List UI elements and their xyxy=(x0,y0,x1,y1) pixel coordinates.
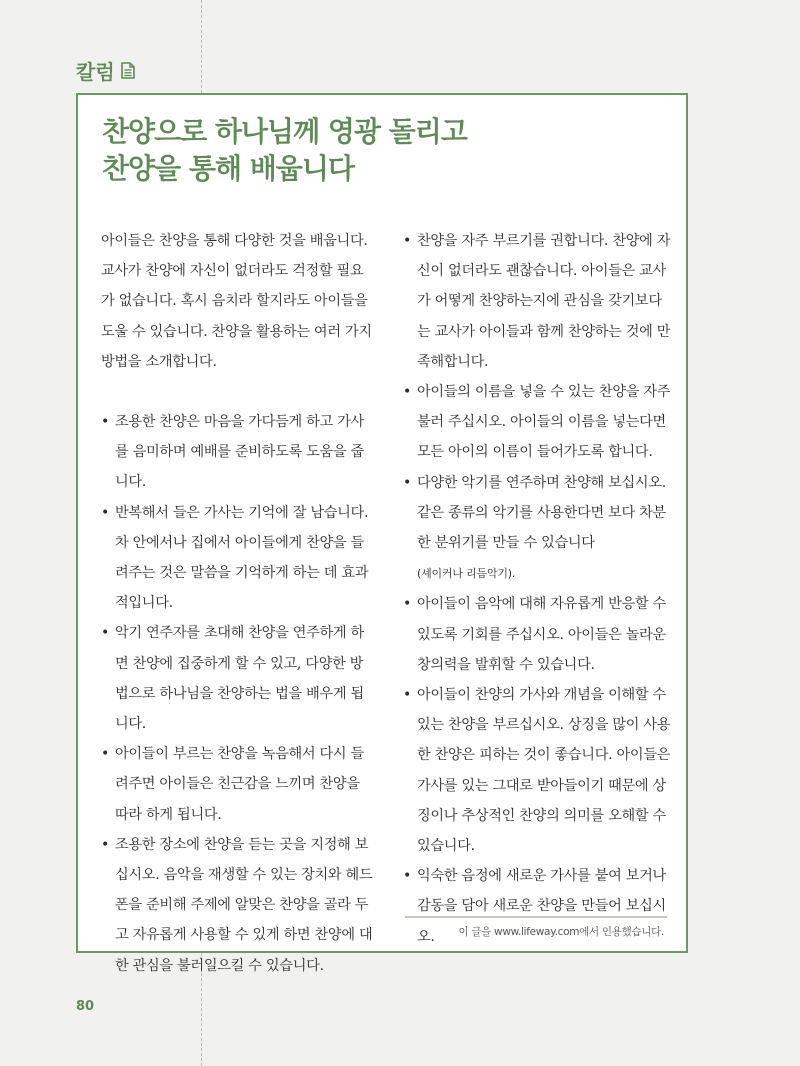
article-title xyxy=(102,113,467,187)
source-divider xyxy=(405,916,667,918)
list-item: • 아이들의 이름을 넣을 수 있는 찬양을 자주 불러 주십시오. 아이들의 이름을 넣는다면 모든 아이의 이름이 들어가도록 합니다. xyxy=(403,377,675,468)
tips-list-right xyxy=(403,226,675,952)
list-item: • 조용한 찬양은 마음을 가다듬게 하고 가사를 음미하며 예배를 준비하도록 도움을 줍니다. xyxy=(101,407,373,498)
list-item: • 아이들이 음악에 대해 자유롭게 반응할 수 있도록 기회를 주십시오. 아이들은 놀라운 창의력을 발휘할 수 있습니다. xyxy=(403,589,675,680)
list-item: • 조용한 장소에 찬양을 듣는 곳을 지정해 보십시오. 음악을 재생할 수 있는 장치와 헤드폰을 준비해 주제에 알맞은 찬양을 골라 두고 자유롭게 사용할 수 있게 하면 찬양에 대한 관심을 불러일으킬 수 있습니다. xyxy=(101,830,373,981)
left-column xyxy=(101,226,373,981)
section-label xyxy=(76,56,135,85)
document-icon xyxy=(121,62,135,79)
section-label-text: 칼럼 xyxy=(76,60,115,84)
list-item: • 아이들이 찬양의 가사와 개념을 이해할 수 있는 찬양을 부르십시오. 상징을 많이 사용한 찬양은 피하는 것이 좋습니다. 아이들은 가사를 있는 그대로 받아들이기 때문에 상징이나 추상적인 찬양의 의미를 오해할 수 있습니다. xyxy=(403,680,675,861)
intro-paragraph: 아이들은 찬양을 통해 다양한 것을 배웁니다. 교사가 찬양에 자신이 없더라도 걱정할 필요가 없습니다. 혹시 음치라 할지라도 아이들을 도울 수 있습니다. 찬양을 활용하는 여러 가지 방법을 소개합니다. xyxy=(101,233,372,370)
right-column xyxy=(403,226,675,952)
list-item-text: 다양한 악기를 연주하며 찬양해 보십시오. 같은 종류의 악기를 사용한다면 보다 차분한 분위기를 만들 수 있습니다 xyxy=(417,474,666,552)
title-line-1: 찬양으로 하나님께 영광 돌리고 xyxy=(102,115,467,148)
tips-list-left xyxy=(101,407,373,981)
instrument-note: (셰이커나 리듬악기). xyxy=(417,567,516,581)
list-item: • 익숙한 음정에 새로운 가사를 붙여 보거나 감동을 담아 새로운 찬양을 만들어 보십시오. xyxy=(403,861,675,952)
source-citation: 이 글을 www.lifeway.com에서 인용했습니다. xyxy=(458,926,664,938)
page-number: 80 xyxy=(76,999,95,1014)
column-card xyxy=(76,93,688,974)
list-item xyxy=(403,468,675,590)
list-item: • 찬양을 자주 부르기를 권합니다. 찬양에 자신이 없더라도 괜찮습니다. 아이들은 교사가 어떻게 찬양하는지에 관심을 갖기보다는 교사가 아이들과 함께 찬양하는 것에 만족해합니다. xyxy=(403,226,675,377)
list-item: • 악기 연주자를 초대해 찬양을 연주하게 하면 찬양에 집중하게 할 수 있고, 다양한 방법으로 하나님을 찬양하는 법을 배우게 됩니다. xyxy=(101,618,373,739)
list-item: • 아이들이 부르는 찬양을 녹음해서 다시 들려주면 아이들은 친근감을 느끼며 찬양을 따라 하게 됩니다. xyxy=(101,739,373,830)
list-item: • 반복해서 들은 가사는 기억에 잘 남습니다. 차 안에서나 집에서 아이들에게 찬양을 들려주는 것은 말씀을 기억하게 하는 데 효과적입니다. xyxy=(101,498,373,619)
title-line-2: 찬양을 통해 배웁니다 xyxy=(102,152,354,185)
